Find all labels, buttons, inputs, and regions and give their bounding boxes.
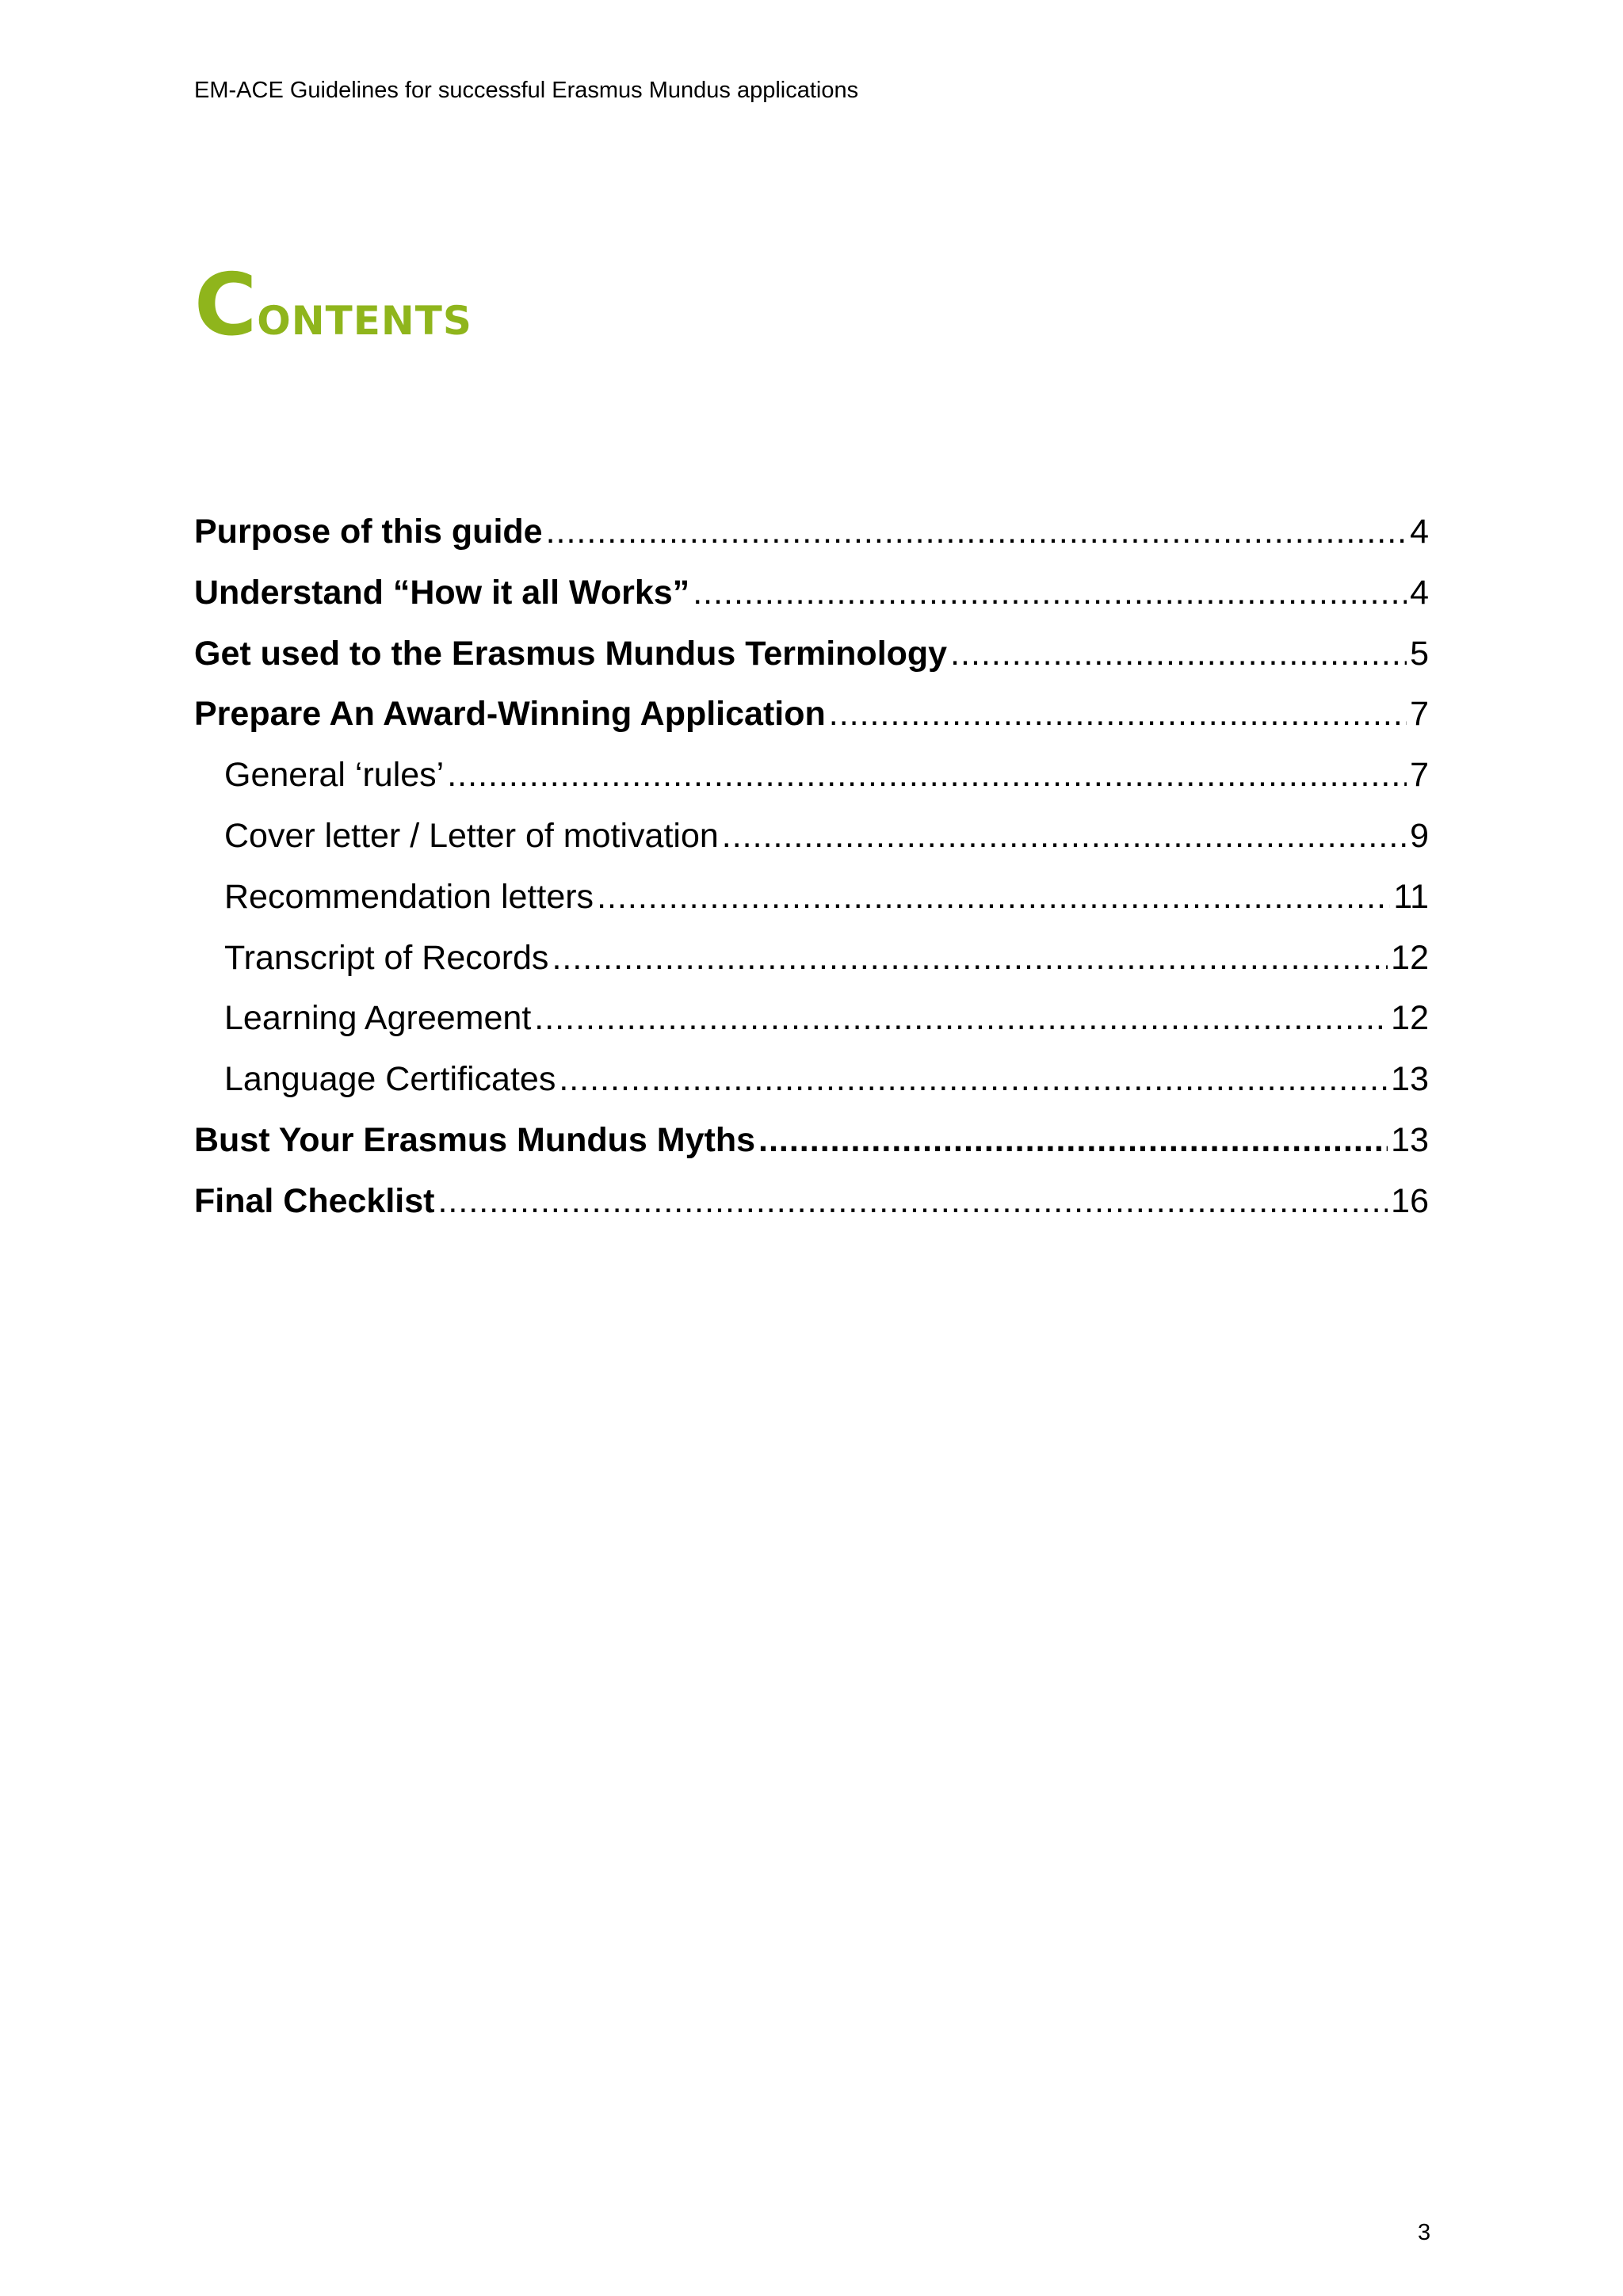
toc-leader-dots	[447, 752, 1407, 798]
toc-entry-page: 13	[1391, 1060, 1429, 1099]
toc-leader-dots	[552, 935, 1388, 981]
toc-leader-dots	[722, 813, 1407, 859]
toc-leader-dots	[437, 1178, 1388, 1224]
toc-entry-general-rules[interactable]	[194, 752, 1429, 813]
toc-entry-page: 13	[1391, 1120, 1429, 1159]
toc-entry-purpose[interactable]	[194, 509, 1429, 570]
toc-entry-page: 7	[1410, 756, 1429, 795]
page-number: 3	[1418, 2220, 1431, 2245]
toc-entry-how-it-works[interactable]	[194, 570, 1429, 631]
toc-entry-label: Get used to the Erasmus Mundus Terminology	[194, 634, 948, 673]
toc-leader-dots	[829, 691, 1407, 737]
running-header: EM-ACE Guidelines for successful Erasmus Mundus applications	[194, 78, 859, 103]
toc-entry-final-checklist[interactable]	[194, 1178, 1429, 1239]
contents-title-initial: C	[194, 256, 258, 355]
toc-entry-page: 12	[1391, 938, 1429, 977]
toc-entry-bust-myths[interactable]	[194, 1117, 1429, 1178]
toc-entry-label: General ‘rules’	[224, 756, 445, 795]
toc-entry-transcript-of-records[interactable]	[194, 935, 1429, 996]
toc-entry-label: Language Certificates	[224, 1060, 556, 1099]
toc-entry-label: Understand “How it all Works”	[194, 573, 690, 612]
toc-entry-page: 12	[1391, 999, 1429, 1038]
toc-leader-dots	[758, 1117, 1388, 1163]
toc-leader-dots	[950, 631, 1407, 677]
toc-leader-dots	[693, 570, 1407, 616]
toc-entry-label: Learning Agreement	[224, 999, 532, 1038]
toc-entry-label: Purpose of this guide	[194, 513, 543, 551]
toc-entry-label: Prepare An Award-Winning Application	[194, 695, 826, 734]
toc-entry-page: 7	[1410, 695, 1429, 734]
toc-leader-dots	[559, 1056, 1388, 1102]
toc-entry-page: 4	[1410, 513, 1429, 551]
toc-entry-page: 9	[1410, 816, 1429, 855]
toc-entry-award-winning-application[interactable]	[194, 691, 1429, 752]
contents-title-rest: ONTENTS	[257, 298, 472, 344]
toc-entry-cover-letter[interactable]	[194, 813, 1429, 874]
contents-title	[194, 256, 472, 355]
toc-leader-dots	[597, 874, 1390, 920]
toc-entry-learning-agreement[interactable]	[194, 995, 1429, 1056]
toc-entry-label: Transcript of Records	[224, 938, 549, 977]
toc-entry-label: Recommendation letters	[224, 877, 594, 916]
toc-entry-page: 16	[1391, 1181, 1429, 1220]
toc-entry-recommendation-letters[interactable]	[194, 874, 1429, 935]
toc-entry-page: 4	[1410, 573, 1429, 612]
toc-entry-page: 5	[1410, 634, 1429, 673]
table-of-contents	[194, 509, 1429, 1239]
toc-leader-dots	[534, 995, 1388, 1041]
toc-entry-label: Final Checklist	[194, 1181, 435, 1220]
toc-entry-label: Bust Your Erasmus Mundus Myths	[194, 1120, 756, 1159]
toc-entry-terminology[interactable]	[194, 631, 1429, 692]
toc-entry-page: 11	[1393, 877, 1429, 916]
toc-leader-dots	[546, 509, 1407, 555]
toc-entry-label: Cover letter / Letter of motivation	[224, 816, 719, 855]
toc-entry-language-certificates[interactable]	[194, 1056, 1429, 1117]
